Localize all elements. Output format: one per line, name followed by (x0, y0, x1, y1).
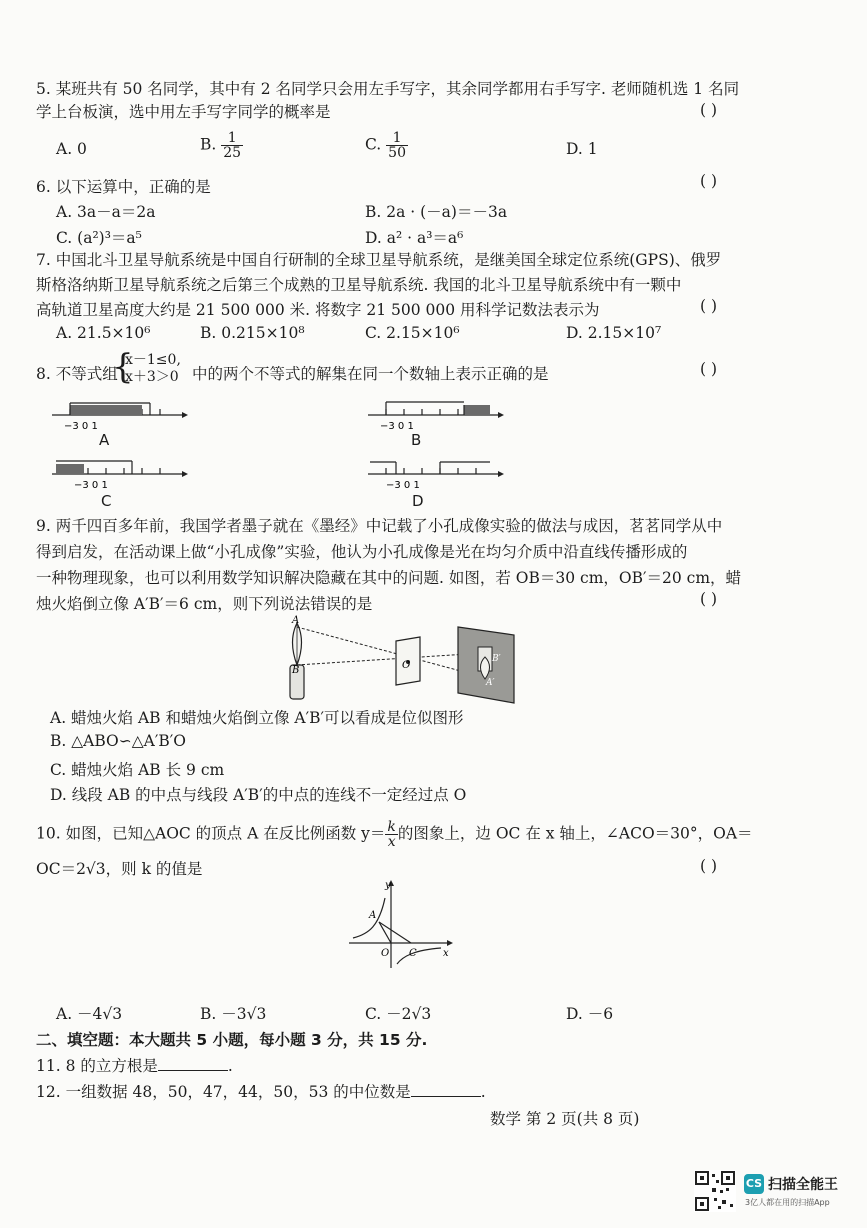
q8-figure-c-label: C (101, 492, 112, 510)
q8-figure-a-label: A (99, 431, 110, 449)
q10-hyperbola-figure (345, 878, 455, 970)
q9-option-a: A. 蜡烛火焰 AB 和蜡烛火焰倒立像 A′B′可以看成是位似图形 (50, 709, 464, 727)
q7-line1: 7. 中国北斗卫星导航系统是中国自行研制的全球卫星导航系统，是继美国全球定位系统(GPS)、俄罗 (36, 251, 722, 269)
q5-option-c (365, 131, 408, 160)
q5-line1: 5. 某班共有 50 名同学，其中有 2 名同学只会用左手写字，其余同学都用右手写字. 老师随机选 1 名同 (36, 80, 740, 98)
q10-line1-end: 的图象上，边 OC 在 x 轴上，∠ACO＝30°，OA＝ (397, 824, 753, 843)
q9-fig-label-a: A (292, 615, 300, 626)
q10-fig-label-o: O (381, 948, 390, 959)
q9-fig-label-a-prime: A′ (486, 678, 495, 688)
question-12 (36, 1080, 486, 1102)
q7-line2: 斯格洛纳斯卫星导航系统之后第三个成熟的卫星导航系统. 我国的北斗卫星导航系统中有一颗中 (36, 276, 682, 294)
q8-inequality-system (125, 352, 181, 386)
q8-number-line-b (366, 397, 506, 433)
q5-option-c-denominator: 50 (388, 145, 406, 161)
q9-option-c: C. 蜡烛火焰 AB 长 9 cm (50, 761, 225, 779)
q7-answer-paren: ( ) (700, 297, 718, 315)
q5-option-b (200, 131, 243, 160)
q9-line4: 烛火焰倒立像 A′B′＝6 cm，则下列说法错误的是 (36, 595, 373, 613)
watermark-brand: 扫描全能王 (768, 1177, 838, 1193)
q8-c-ticks: −3 0 1 (74, 480, 108, 491)
q5-option-b-label: B. (200, 135, 217, 154)
q7-option-c: C. 2.15×10⁶ (365, 324, 460, 342)
q6-answer-paren: ( ) (700, 172, 718, 190)
q5-option-c-fraction (386, 131, 408, 160)
q5-line2: 学上台板演，选中用左手写字同学的概率是 (36, 103, 331, 121)
camscanner-logo-icon: CS (744, 1174, 764, 1194)
q5-answer-paren: ( ) (700, 101, 718, 119)
q10-option-a: A. －4√3 (56, 1005, 123, 1023)
q10-fig-label-x: x (443, 948, 449, 959)
q8-figure-d-label: D (412, 492, 424, 510)
q12-answer-blank[interactable] (411, 1096, 481, 1097)
q11-end: . (227, 1057, 233, 1075)
q8-figure-b-label: B (411, 431, 422, 449)
q10-fraction-denominator: x (387, 834, 396, 850)
qr-code-icon (694, 1170, 736, 1212)
q9-option-d: D. 线段 AB 的中点与线段 A′B′的中点的连线不一定经过点 O (50, 786, 467, 804)
q5-option-c-numerator: 1 (386, 131, 408, 146)
q6-stem: 6. 以下运算中，正确的是 (36, 178, 211, 196)
q10-fig-label-a: A (369, 910, 377, 921)
q9-fig-label-b: B (292, 665, 300, 676)
q8-b-ticks: −3 0 1 (380, 421, 414, 432)
q6-option-d: D. a² · a³＝a⁶ (365, 229, 464, 247)
q10-option-b: B. －3√3 (200, 1005, 267, 1023)
q8-system-brace: { (112, 347, 134, 387)
q5-option-d: D. 1 (566, 140, 598, 158)
q10-answer-paren: ( ) (700, 857, 718, 875)
q10-line1 (36, 820, 753, 849)
q9-answer-paren: ( ) (700, 590, 718, 608)
q7-option-a: A. 21.5×10⁶ (56, 324, 151, 342)
section-2-heading: 二、填空题：本大题共 5 小题，每小题 3 分，共 15 分. (36, 1031, 428, 1049)
q9-pinhole-figure (278, 613, 523, 713)
page-footer: 数学 第 2 页(共 8 页) (490, 1110, 640, 1128)
q9-fig-label-b-prime: B′ (492, 654, 501, 664)
q10-fig-label-c: C (409, 948, 417, 959)
q10-fig-label-y: y (385, 880, 391, 891)
q5-option-a: A. 0 (56, 140, 87, 158)
q8-suffix: 中的两个不等式的解集在同一个数轴上表示正确的是 (192, 365, 549, 383)
q9-line1: 9. 两千四百多年前，我国学者墨子就在《墨经》中记载了小孔成像实验的做法与成因，茗茗同学从中 (36, 517, 723, 535)
q9-option-b: B. △ABO∽△A′B′O (50, 732, 186, 750)
q9-line3: 一种物理现象，也可以利用数学知识解决隐藏在其中的问题. 如图，若 OB＝30 cm，OB′＝20 cm，蜡 (36, 569, 742, 587)
q8-answer-paren: ( ) (700, 360, 718, 378)
q12-end: . (480, 1083, 486, 1101)
q8-number-line-d (366, 456, 506, 492)
q10-option-d: D. －6 (566, 1005, 614, 1023)
q10-line1-start: 10. 如图，已知△AOC 的顶点 A 在反比例函数 y＝ (36, 824, 386, 843)
q10-function-fraction (385, 820, 397, 849)
q5-option-c-label: C. (365, 135, 382, 154)
q10-fraction-numerator: k (387, 819, 396, 835)
q8-prefix: 8. 不等式组 (36, 365, 118, 383)
q9-fig-label-o: O (402, 660, 411, 671)
q5-option-b-denominator: 25 (223, 145, 242, 161)
q6-option-b: B. 2a · (－a)＝－3a (365, 203, 508, 221)
q10-option-c: C. －2√3 (365, 1005, 432, 1023)
q5-option-b-numerator: 1 (221, 131, 243, 146)
watermark-tagline: 3亿人都在用的扫描App (745, 1198, 830, 1207)
question-11 (36, 1054, 233, 1076)
q11-answer-blank[interactable] (158, 1070, 228, 1071)
q9-line2: 得到启发，在活动课上做“小孔成像”实验，他认为小孔成像是光在均匀介质中沿直线传播形成的 (36, 543, 688, 561)
q8-inequality-2: x＋3＞0 (125, 369, 179, 385)
q11-text: 11. 8 的立方根是 (36, 1057, 158, 1075)
q7-option-b: B. 0.215×10⁸ (200, 324, 305, 342)
q8-d-ticks: −3 0 1 (386, 480, 420, 491)
q6-option-a: A. 3a－a＝2a (56, 203, 156, 221)
q5-option-b-fraction (221, 131, 243, 160)
q10-line2: OC＝2√3，则 k 的值是 (36, 860, 203, 878)
q7-line3: 高轨道卫星高度大约是 21 500 000 米. 将数字 21 500 000 用科学记数法表示为 (36, 301, 600, 319)
q7-option-d: D. 2.15×10⁷ (566, 324, 662, 342)
q8-a-ticks: −3 0 1 (64, 421, 98, 432)
q8-number-line-c (50, 456, 190, 492)
q8-number-line-a (50, 397, 190, 433)
q6-option-c: C. (a²)³＝a⁵ (56, 229, 142, 247)
q12-text: 12. 一组数据 48，50，47，44，50，53 的中位数是 (36, 1083, 411, 1101)
q8-inequality-1: x－1≤0, (125, 352, 181, 368)
